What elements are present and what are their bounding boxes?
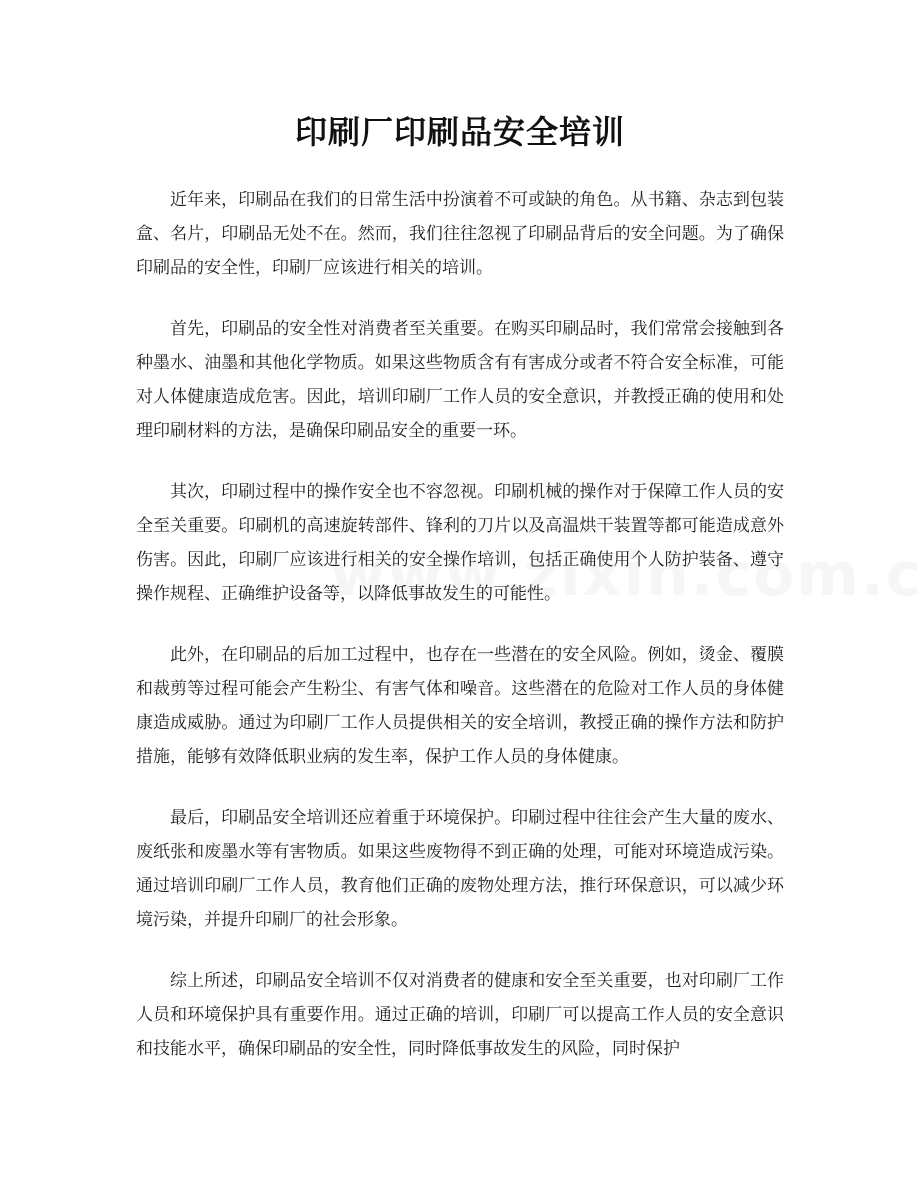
paragraph-summary: 综上所述，印刷品安全培训不仅对消费者的健康和安全至关重要，也对印刷厂工作人员和环境保护具有重要作用。通过正确的培训，印刷厂可以提高工作人员的安全意识和技能水平，确保印刷品的安全性，同时降低事故发生的风险，同时保护	[136, 971, 784, 1059]
paragraph-operation-safety: 其次，印刷过程中的操作安全也不容忽视。印刷机械的操作对于保障工作人员的安全至关重要。印刷机的高速旋转部件、锋利的刀片以及高温烘干装置等都可能造成意外伤害。因此，印刷厂应该进行相关的安全操作培训，包括正确使用个人防护装备、遵守操作规程、正确维护设备等，以降低事故发生的可能性。	[136, 482, 784, 604]
paragraph-intro: 近年来，印刷品在我们的日常生活中扮演着不可或缺的角色。从书籍、杂志到包装盒、名片，印刷品无处不在。然而，我们往往忽视了印刷品背后的安全问题。为了确保印刷品的安全性，印刷厂应该进行相关的培训。	[136, 190, 784, 278]
paragraph-consumer-safety: 首先，印刷品的安全性对消费者至关重要。在购买印刷品时，我们常常会接触到各种墨水、油墨和其他化学物质。如果这些物质含有有害成分或者不符合安全标准，可能对人体健康造成危害。因此，培训印刷厂工作人员的安全意识，并教授正确的使用和处理印刷材料的方法，是确保印刷品安全的重要一环。	[136, 319, 784, 441]
paragraph-environment: 最后，印刷品安全培训还应着重于环境保护。印刷过程中往往会产生大量的废水、废纸张和废墨水等有害物质。如果这些废物得不到正确的处理，可能对环境造成污染。通过培训印刷厂工作人员，教育他们正确的废物处理方法，推行环保意识，可以减少环境污染，并提升印刷厂的社会形象。	[136, 808, 784, 930]
paragraph-post-processing: 此外，在印刷品的后加工过程中，也存在一些潜在的安全风险。例如，烫金、覆膜和裁剪等过程可能会产生粉尘、有害气体和噪音。这些潜在的危险对工作人员的身体健康造成威胁。通过为印刷厂工作人员提供相关的安全培训，教授正确的操作方法和防护措施，能够有效降低职业病的发生率，保护工作人员的身体健康。	[136, 645, 784, 767]
document-title: 印刷厂印刷品安全培训	[294, 113, 625, 151]
document-body	[136, 183, 784, 1093]
